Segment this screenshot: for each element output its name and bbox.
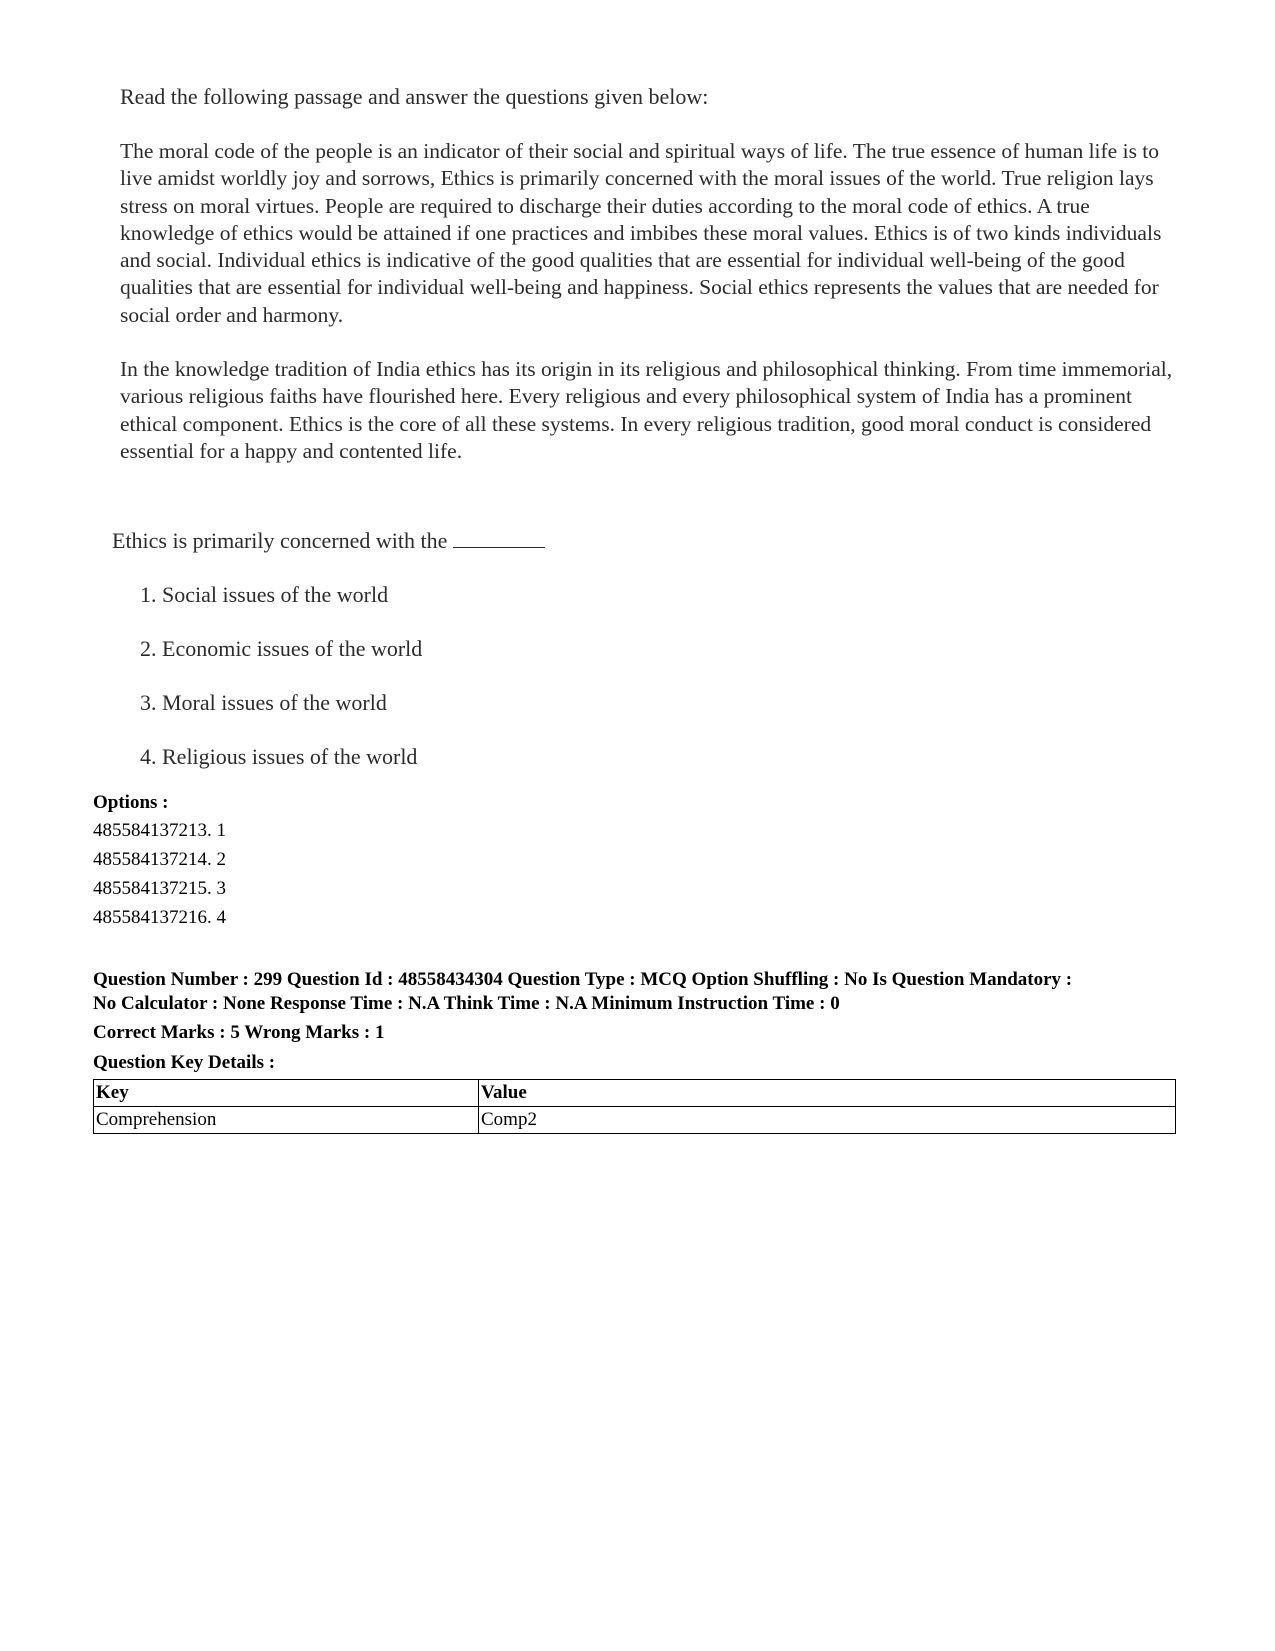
table-header-value: Value xyxy=(479,1080,1176,1107)
key-details-heading: Question Key Details : xyxy=(93,1052,276,1073)
marks-info: Correct Marks : 5 Wrong Marks : 1 xyxy=(93,1022,385,1043)
choice-item: 2. Economic issues of the world xyxy=(140,636,423,661)
table-header-row xyxy=(94,1080,1176,1107)
question-stem-text: Ethics is primarily concerned with the xyxy=(112,528,448,553)
table-header-key: Key xyxy=(94,1080,479,1107)
option-id-item: 485584137214. 2 xyxy=(93,849,226,870)
passage-paragraph-1: The moral code of the people is an indicator of their social and spiritual ways of life. The true essence of human life is to live amidst worldly joy and sorrows, Ethics is primarily concerned with the moral issues of the world. True religion lays stress on moral virtues. People are required to discharge their duties according to the moral code of ethics. A true knowledge of ethics would be attained if one practices and imbibes these moral values. Ethics is of two kinds individuals and social. Individual ethics is indicative of the good qualities that are essential for individual well-being of the good qualities that are essential for individual well-being and happiness. Social ethics represents the values that are needed for social order and harmony. xyxy=(120,139,1162,327)
option-id-item: 485584137215. 3 xyxy=(93,878,226,899)
question-stem xyxy=(112,528,545,554)
option-id-item: 485584137213. 1 xyxy=(93,820,226,841)
table-cell-key: Comprehension xyxy=(94,1107,479,1134)
table-cell-value: Comp2 xyxy=(479,1107,1176,1134)
question-info-line-1: Question Number : 299 Question Id : 48558434304 Question Type : MCQ Option Shuffling : No Is Question Mandatory : xyxy=(93,969,1073,990)
question-info-line-2: No Calculator : None Response Time : N.A Think Time : N.A Minimum Instruction Time : 0 xyxy=(93,993,840,1014)
fill-in-blank-line xyxy=(453,529,545,548)
table-row xyxy=(94,1107,1176,1134)
option-id-item: 485584137216. 4 xyxy=(93,907,226,928)
choice-item: 3. Moral issues of the world xyxy=(140,690,387,715)
passage-paragraph-2: In the knowledge tradition of India ethics has its origin in its religious and philosophical thinking. From time immemorial, various religious faiths have flourished here. Every religious and every philosophical system of India has a prominent ethical component. Ethics is the core of all these systems. In every religious tradition, good moral conduct is considered essential for a happy and contented life. xyxy=(120,357,1173,463)
options-heading: Options : xyxy=(93,792,169,813)
choice-item: 1. Social issues of the world xyxy=(140,582,389,607)
choice-item: 4. Religious issues of the world xyxy=(140,744,418,769)
passage-instruction: Read the following passage and answer the questions given below: xyxy=(120,84,709,109)
key-details-table xyxy=(93,1079,1176,1134)
